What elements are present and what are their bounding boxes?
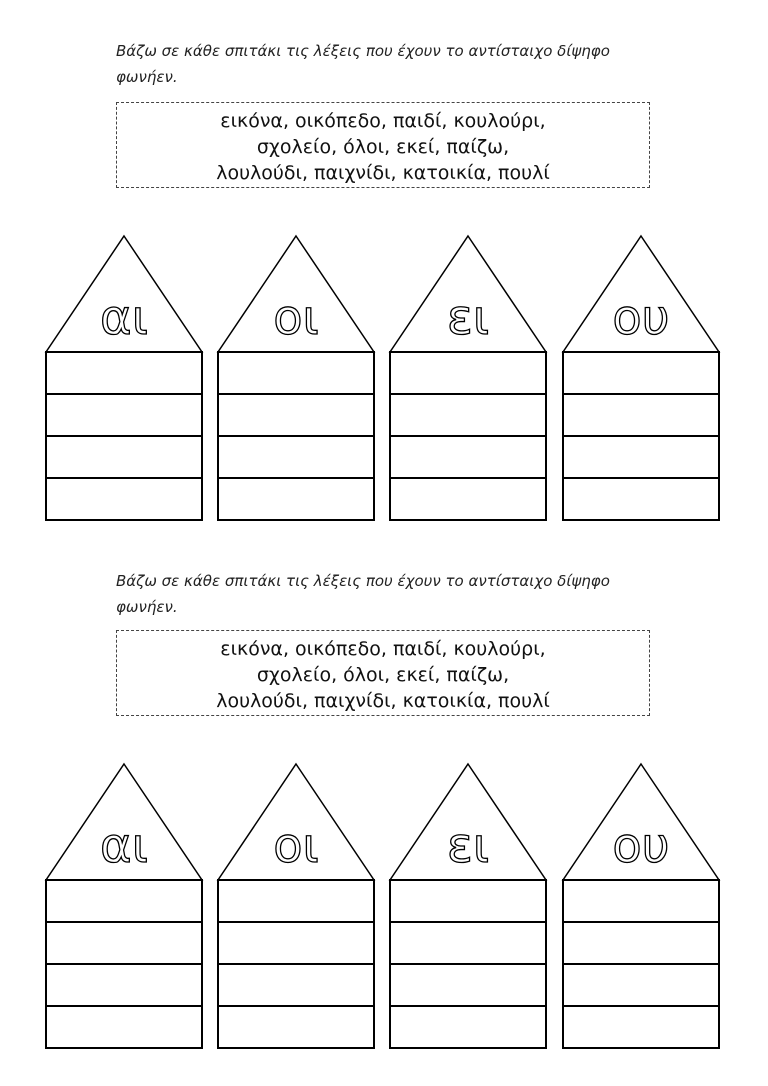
house-ou [563,764,719,1048]
word-bank-line-3: λουλούδι, παιχνίδι, κατοικία, πουλί [216,690,550,712]
answer-line[interactable] [563,880,719,922]
word-bank-line-1: εικόνα, οικόπεδο, παιδί, κουλούρι, [220,110,546,132]
answer-line[interactable] [390,922,546,964]
house-ei [390,236,546,520]
house-ai [46,236,202,520]
digraph-label: ει [446,290,490,346]
digraph-label: ου [612,818,670,874]
word-bank [116,102,650,188]
word-bank-line-2: σχολείο, όλοι, εκεί, παίζω, [256,664,510,686]
word-bank [116,630,650,716]
answer-line[interactable] [563,478,719,520]
answer-line[interactable] [563,394,719,436]
answer-line[interactable] [218,394,374,436]
digraph-label: ει [446,818,490,874]
word-bank-line-1: εικόνα, οικόπεδο, παιδί, κουλούρι, [220,638,546,660]
houses-row [0,230,768,530]
answer-line[interactable] [563,1006,719,1048]
answer-line[interactable] [390,436,546,478]
answer-line[interactable] [46,964,202,1006]
house-oi [218,764,374,1048]
answer-line[interactable] [563,436,719,478]
answer-line[interactable] [46,352,202,394]
answer-line[interactable] [390,880,546,922]
answer-line[interactable] [390,394,546,436]
house-oi [218,236,374,520]
answer-line[interactable] [390,1006,546,1048]
answer-line[interactable] [46,394,202,436]
answer-line[interactable] [218,922,374,964]
answer-line[interactable] [46,880,202,922]
house-ei [390,764,546,1048]
answer-line[interactable] [218,352,374,394]
digraph-label: αι [100,290,148,346]
answer-line[interactable] [218,1006,374,1048]
houses-row [0,758,768,1058]
house-ou [563,236,719,520]
answer-line[interactable] [218,478,374,520]
digraph-label: ου [612,290,670,346]
instruction-text: Βάζω σε κάθε σπιτάκι τις λέξεις που έχουν το αντίσταιχο δίψηφο φωνήεν. [116,572,610,616]
answer-line[interactable] [218,880,374,922]
word-bank-line-2: σχολείο, όλοι, εκεί, παίζω, [256,136,510,158]
answer-line[interactable] [563,964,719,1006]
digraph-label: οι [273,818,319,874]
worksheet-1 [0,0,768,540]
answer-line[interactable] [46,1006,202,1048]
house-ai [46,764,202,1048]
answer-line[interactable] [218,436,374,478]
answer-line[interactable] [46,478,202,520]
answer-line[interactable] [218,964,374,1006]
word-bank-line-3: λουλούδι, παιχνίδι, κατοικία, πουλί [216,162,550,184]
instruction-text: Βάζω σε κάθε σπιτάκι τις λέξεις που έχουν το αντίσταιχο δίψηφο φωνήεν. [116,42,610,86]
answer-line[interactable] [390,964,546,1006]
worksheet-2 [0,530,768,1086]
answer-line[interactable] [390,352,546,394]
answer-line[interactable] [46,436,202,478]
digraph-label: αι [100,818,148,874]
answer-line[interactable] [563,352,719,394]
answer-line[interactable] [46,922,202,964]
answer-line[interactable] [390,478,546,520]
answer-line[interactable] [563,922,719,964]
digraph-label: οι [273,290,319,346]
